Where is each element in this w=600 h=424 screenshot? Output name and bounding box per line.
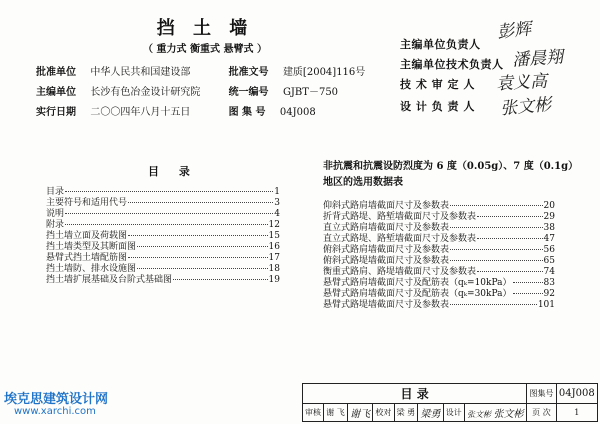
toc-entry-page: 101: [537, 300, 555, 310]
toc-entry-page: 92: [543, 289, 555, 299]
toc-entry[interactable]: [46, 231, 280, 242]
dot-leader: [65, 213, 273, 214]
title-block-name: 目 录: [303, 384, 527, 404]
toc-entry[interactable]: [323, 267, 555, 278]
meta-value: GJBT－750: [282, 87, 339, 98]
watermark-url: www.xarchi.com: [14, 406, 96, 417]
toc-entry[interactable]: [46, 253, 280, 264]
toc-entry-page: 47: [543, 234, 555, 244]
dot-leader: [173, 279, 268, 280]
meta-row-approval: [36, 66, 365, 80]
dot-leader: [65, 224, 268, 225]
toc-entry-page: 74: [543, 267, 555, 277]
meta-label: 统一编号: [228, 87, 269, 98]
toc-entry-page: 83: [543, 278, 555, 288]
toc-entry[interactable]: [323, 212, 555, 223]
dot-leader: [450, 205, 543, 206]
dot-leader: [450, 260, 543, 261]
toc-entry-page: 20: [543, 201, 555, 211]
signature: 张文彬: [499, 94, 552, 120]
toc-entry-label: 仰斜式路肩墙截面尺寸及参数表: [323, 201, 450, 211]
toc-entry[interactable]: [46, 187, 280, 198]
toc-entry-label: 俯斜式路堤墙截面尺寸及参数表: [323, 256, 450, 266]
review-label: 审核: [303, 404, 324, 422]
toc-entry[interactable]: [46, 275, 280, 286]
dot-leader: [477, 271, 543, 272]
toc-entry[interactable]: [323, 201, 555, 212]
toc-entry-label: 折背式路堤、路堑墙截面尺寸及参数表: [323, 212, 477, 222]
toc-entry[interactable]: [46, 220, 280, 231]
dot-leader: [128, 257, 268, 258]
toc-entry-label: 衡重式路肩、路堤墙截面尺寸及参数表: [323, 267, 477, 277]
responsible-label: 主编单位负责人: [400, 38, 481, 51]
toc-entry-page: 18: [268, 264, 280, 274]
page-label: 页 次: [527, 404, 556, 422]
check-label: 校对: [373, 404, 394, 422]
toc-entry-page: 3: [274, 198, 280, 208]
toc-entry-label: 悬臂式路堤墙截面尺寸及参数表: [323, 300, 450, 310]
toc-entry-label: 挡土墙防、排水设施图: [46, 264, 137, 274]
toc-entry-page: 56: [543, 245, 555, 255]
toc-entry[interactable]: [46, 242, 280, 253]
toc-entry-page: 12: [268, 220, 280, 230]
meta-label: 批准文号: [228, 67, 269, 78]
dot-leader: [477, 216, 543, 217]
dot-leader: [450, 227, 543, 228]
toc-entry-page: 17: [268, 253, 280, 263]
toc-entry[interactable]: [323, 245, 555, 256]
toc-entry-label: 说明: [46, 209, 65, 219]
toc-entry[interactable]: [323, 223, 555, 234]
meta-label: 批准单位: [36, 67, 76, 78]
toc-entry-page: 29: [543, 212, 555, 222]
title-block: [302, 383, 598, 422]
responsible-label: 设 计 负 责 人: [400, 100, 475, 113]
toc-entry-page: 15: [268, 231, 280, 241]
meta-label: 实行日期: [36, 107, 76, 118]
meta-value: 建质[2004]116号: [282, 67, 366, 78]
toc-entry-label: 直立式路肩墙截面尺寸及参数表: [323, 223, 450, 233]
dot-leader: [450, 304, 537, 305]
meta-row-editor: [36, 86, 338, 100]
toc-entry-label: 挡土墙扩展基础及台阶式基础图: [46, 275, 173, 285]
toc-entry[interactable]: [46, 209, 280, 220]
atlas-subtitle: （ 重力式 衡重式 悬臂式 ）: [143, 44, 267, 55]
signature: 彭辉: [496, 19, 533, 43]
design-label: 设计: [443, 404, 464, 422]
toc-entry[interactable]: [46, 198, 280, 209]
toc-entry-page: 4: [274, 209, 280, 219]
reviewer-name: 谢 飞: [324, 404, 348, 422]
dot-leader: [128, 235, 268, 236]
toc-right-title-line1: 非抗震和抗震设防烈度为 6 度（0.05g）、7 度（0.1g）: [323, 161, 579, 172]
atlas-title: 挡 土 墙: [156, 18, 254, 39]
toc-entry-page: 16: [268, 242, 280, 252]
checker-signature: 梁勇: [418, 404, 443, 422]
toc-entry[interactable]: [323, 234, 555, 245]
toc-entry-page: 65: [543, 256, 555, 266]
toc-right-list: [323, 201, 555, 311]
designer-name-text: 张文彬: [467, 410, 491, 419]
dot-leader: [513, 293, 543, 294]
toc-left-list: [46, 187, 280, 286]
toc-entry-label: 主要符号和适用代号: [46, 198, 128, 208]
dot-leader: [137, 246, 268, 247]
meta-row-date: [36, 106, 316, 120]
toc-entry-page: 1: [274, 187, 280, 197]
reviewer-signature: 谢飞: [348, 404, 373, 422]
dot-leader: [137, 268, 268, 269]
page-number: 1: [556, 404, 597, 422]
dot-leader: [513, 282, 543, 283]
toc-entry-label: 目录: [46, 187, 65, 197]
responsible-label: 技 术 审 定 人: [400, 78, 475, 91]
toc-entry-label: 俯斜式路肩墙截面尺寸及参数表: [323, 245, 450, 255]
meta-value: 中华人民共和国建设部: [90, 67, 191, 78]
meta-value: 04J008: [279, 107, 316, 118]
toc-entry-label: 附录: [46, 220, 65, 230]
toc-entry-label: 悬臂式路肩墙截面尺寸及配筋表（qₖ=30kPa）: [323, 289, 512, 299]
toc-entry-label: 悬臂式路肩墙截面尺寸及配筋表（qₖ=10kPa）: [323, 278, 512, 288]
dot-leader: [128, 202, 273, 203]
toc-entry-page: 38: [543, 223, 555, 233]
responsible-label: 主编单位技术负责人: [400, 58, 504, 71]
toc-right-title-line2: 地区的选用数据表: [323, 177, 403, 188]
toc-entry-label: 挡土墙立面及荷载图: [46, 231, 128, 241]
toc-entry[interactable]: [323, 300, 555, 311]
dot-leader: [450, 249, 543, 250]
meta-label: 图 集 号: [228, 107, 266, 118]
toc-entry[interactable]: [323, 256, 555, 267]
signature: 潘晨翔: [511, 47, 564, 71]
toc-entry-label: 直立式路堤、路堑墙截面尺寸及参数表: [323, 234, 477, 244]
toc-entry-label: 挡土墙类型及其断面图: [46, 242, 137, 252]
designer-signature: 张文彬: [493, 409, 524, 420]
signature: 袁义高: [495, 71, 548, 95]
toc-entry[interactable]: [323, 289, 555, 300]
toc-heading: 目 录: [148, 165, 198, 178]
toc-entry-label: 悬臂式挡土墙配筋图: [46, 253, 128, 263]
dot-leader: [477, 238, 543, 239]
toc-entry[interactable]: [323, 278, 555, 289]
meta-value: 二〇〇四年八月十五日: [90, 107, 191, 118]
checker-name: 梁 勇: [394, 404, 418, 422]
toc-entry-page: 19: [268, 275, 280, 285]
meta-value: 长沙有色冶金设计研究院: [90, 87, 201, 98]
designer-name: [465, 404, 527, 422]
watermark-name: 埃克思建筑设计网: [4, 392, 109, 407]
meta-label: 主编单位: [36, 87, 76, 98]
atlas-number: 04J008: [556, 384, 597, 404]
toc-entry[interactable]: [46, 264, 280, 275]
atlas-number-label: 图集号: [527, 384, 556, 404]
dot-leader: [65, 191, 273, 192]
